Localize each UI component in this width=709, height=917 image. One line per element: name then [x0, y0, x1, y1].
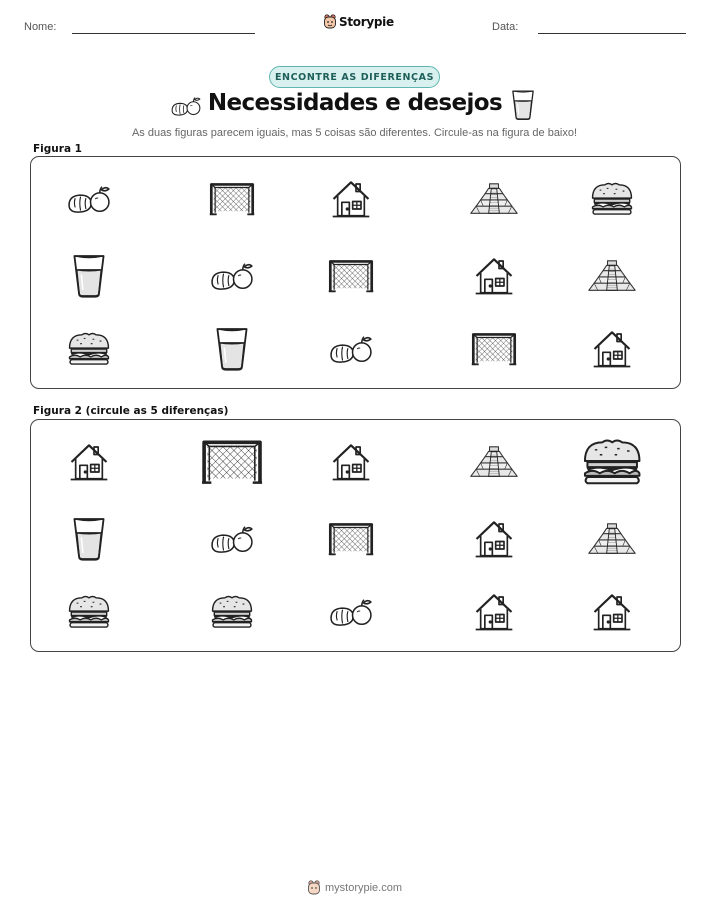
- figure-1-panel: [30, 156, 681, 389]
- instructions: As duas figuras parecem iguais, mas 5 coisas são diferentes. Circule-as na figura de baixo!: [131, 127, 578, 139]
- date-line[interactable]: [538, 33, 686, 34]
- figure-2-cell[interactable]: [474, 592, 514, 632]
- soccer-goal-icon: [328, 522, 374, 556]
- pyramid-icon: [469, 444, 519, 480]
- sandwich-icon: [66, 331, 112, 367]
- figure-1-cell[interactable]: [469, 181, 519, 217]
- storypie-mascot-icon: [307, 880, 321, 896]
- figure-1-cell[interactable]: [589, 181, 635, 217]
- figure-2-cell[interactable]: [69, 442, 109, 482]
- house-icon: [592, 329, 632, 369]
- water-glass-icon: [72, 253, 106, 299]
- figure-2-cell[interactable]: [580, 437, 644, 487]
- figure-1-cell[interactable]: [331, 179, 371, 219]
- figure-1-cell[interactable]: [209, 182, 255, 216]
- soccer-goal-icon: [209, 182, 255, 216]
- sandwich-icon: [66, 594, 112, 630]
- storypie-mascot-icon: [323, 14, 337, 30]
- figure-2-label: Figura 2 (circule as 5 diferenças): [33, 405, 229, 417]
- figure-1-label: Figura 1: [33, 143, 82, 155]
- sandwich-icon: [209, 594, 255, 630]
- pyramid-icon: [587, 258, 637, 294]
- sandwich-icon: [589, 181, 635, 217]
- figure-2-cell[interactable]: [66, 594, 112, 630]
- figure-1-cell[interactable]: [474, 256, 514, 296]
- bread-fruit-icon: [209, 259, 255, 293]
- house-icon: [331, 179, 371, 219]
- pyramid-icon: [587, 521, 637, 557]
- figure-2-cell[interactable]: [209, 522, 255, 556]
- bread-fruit-icon: [66, 182, 112, 216]
- bread-fruit-icon: [209, 522, 255, 556]
- footer: [0, 880, 709, 896]
- house-icon: [474, 256, 514, 296]
- figure-1-cell[interactable]: [587, 258, 637, 294]
- house-icon: [592, 592, 632, 632]
- soccer-goal-icon: [471, 332, 517, 366]
- water-glass-icon: [215, 326, 249, 372]
- figure-2-cell[interactable]: [328, 522, 374, 556]
- page-title: Necessidades e desejos: [207, 90, 503, 116]
- figure-2-panel: [30, 419, 681, 652]
- figure-2-cell[interactable]: [587, 521, 637, 557]
- figure-2-cell[interactable]: [209, 594, 255, 630]
- figure-1-cell[interactable]: [66, 182, 112, 216]
- figure-1-cell[interactable]: [215, 326, 249, 372]
- brand-name: Storypie: [339, 15, 394, 29]
- figure-1-cell[interactable]: [66, 331, 112, 367]
- figure-1-cell[interactable]: [72, 253, 106, 299]
- figure-2-cell[interactable]: [72, 516, 106, 562]
- bread-fruit-icon: [328, 332, 374, 366]
- figure-1-cell[interactable]: [209, 259, 255, 293]
- figure-1-cell[interactable]: [328, 259, 374, 293]
- figure-2-cell[interactable]: [331, 442, 371, 482]
- footer-url: mystorypie.com: [324, 882, 403, 894]
- name-line[interactable]: [72, 33, 255, 34]
- name-label: Nome:: [24, 21, 57, 33]
- house-icon: [331, 442, 371, 482]
- soccer-goal-icon: [328, 259, 374, 293]
- pyramid-icon: [469, 181, 519, 217]
- water-glass-icon: [72, 516, 106, 562]
- figure-1-cell[interactable]: [592, 329, 632, 369]
- house-icon: [69, 442, 109, 482]
- figure-2-cell[interactable]: [469, 444, 519, 480]
- soccer-goal-icon: [201, 439, 263, 485]
- figure-2-cell[interactable]: [474, 519, 514, 559]
- figure-1-cell[interactable]: [471, 332, 517, 366]
- figure-2-cell[interactable]: [592, 592, 632, 632]
- figure-1-cell[interactable]: [328, 332, 374, 366]
- house-icon: [474, 592, 514, 632]
- water-glass-icon: [511, 89, 535, 121]
- figure-2-cell[interactable]: [328, 595, 374, 629]
- sandwich-icon: [580, 437, 644, 487]
- activity-badge: ENCONTRE AS DIFERENÇAS: [269, 66, 440, 88]
- bread-fruit-icon: [328, 595, 374, 629]
- date-label: Data:: [492, 21, 519, 33]
- house-icon: [474, 519, 514, 559]
- figure-2-cell[interactable]: [201, 439, 263, 485]
- brand-logo: [323, 14, 394, 30]
